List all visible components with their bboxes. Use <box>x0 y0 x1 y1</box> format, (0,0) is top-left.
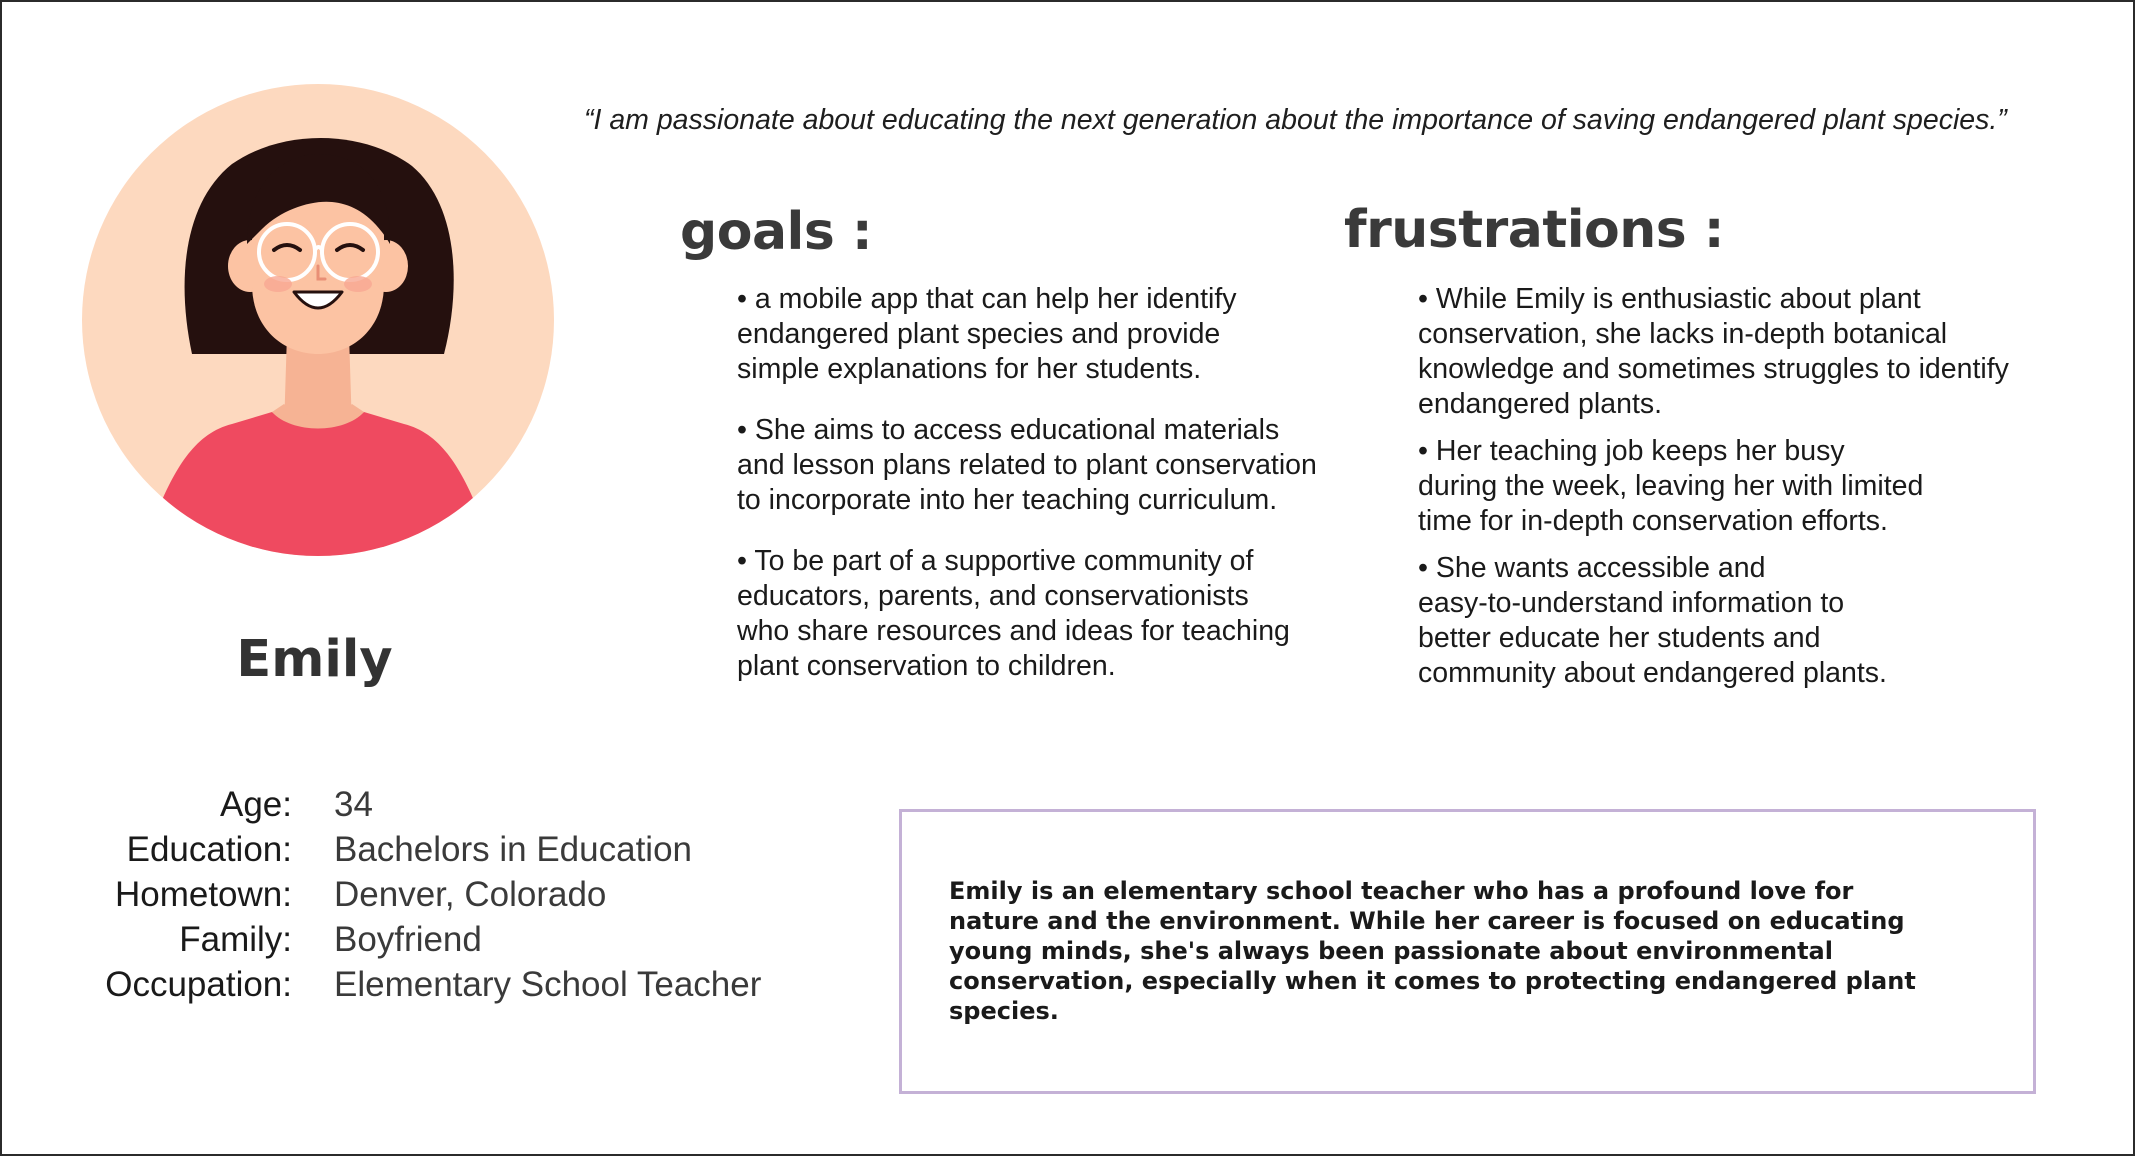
detail-row-hometown <box>62 872 761 917</box>
detail-value: Bachelors in Education <box>334 830 692 869</box>
detail-value: 34 <box>334 785 373 824</box>
goals-heading: goals : <box>680 202 873 262</box>
frustration-item: • She wants accessible and easy-to-understand information to better educate her students and community about endangered plants. <box>1418 552 1887 689</box>
persona-avatar <box>82 84 554 556</box>
detail-label: Age: <box>220 785 292 824</box>
goals-list <box>737 282 1357 710</box>
goal-item: • She aims to access educational materials and lesson plans related to plant conservation to incorporate into her teaching curriculum. <box>737 414 1317 516</box>
goal-item: • a mobile app that can help her identify endangered plant species and provide simple explanations for her students. <box>737 283 1237 385</box>
detail-label: Hometown: <box>114 875 292 914</box>
bio-text: Emily is an elementary school teacher who has a profound love for nature and the environment. While her career is focused on educating young minds, she's always been passionate about environmental conservation, especially when it comes to protecting endangered plant species. <box>949 877 1916 1025</box>
detail-value: Elementary School Teacher <box>334 965 762 1004</box>
frustration-item: • Her teaching job keeps her busy during the week, leaving her with limited time for in-depth conservation efforts. <box>1418 435 1924 537</box>
frustration-item: • While Emily is enthusiastic about plant conservation, she lacks in-depth botanical knowledge and sometimes struggles to identify endangered plants. <box>1418 283 2009 420</box>
persona-quote: “I am passionate about educating the next generation about the importance of saving endangered plant species.” <box>584 104 2007 136</box>
detail-label: Education: <box>126 830 292 869</box>
detail-row-family <box>62 917 761 962</box>
persona-name: Emily <box>236 630 393 689</box>
frustrations-heading: frustrations : <box>1344 200 1725 260</box>
detail-row-education <box>62 827 761 872</box>
detail-value: Denver, Colorado <box>334 875 607 914</box>
goal-item: • To be part of a supportive community of educators, parents, and conservationists who share resources and ideas for teaching plant conservation to children. <box>737 545 1290 682</box>
detail-row-occupation <box>62 962 761 1007</box>
detail-row-age <box>62 782 761 827</box>
detail-value: Boyfriend <box>334 920 482 959</box>
persona-details <box>62 782 761 1007</box>
frustrations-list <box>1418 282 2058 703</box>
detail-label: Family: <box>179 920 292 959</box>
detail-label: Occupation: <box>105 965 292 1004</box>
bio-box <box>899 809 2036 1094</box>
